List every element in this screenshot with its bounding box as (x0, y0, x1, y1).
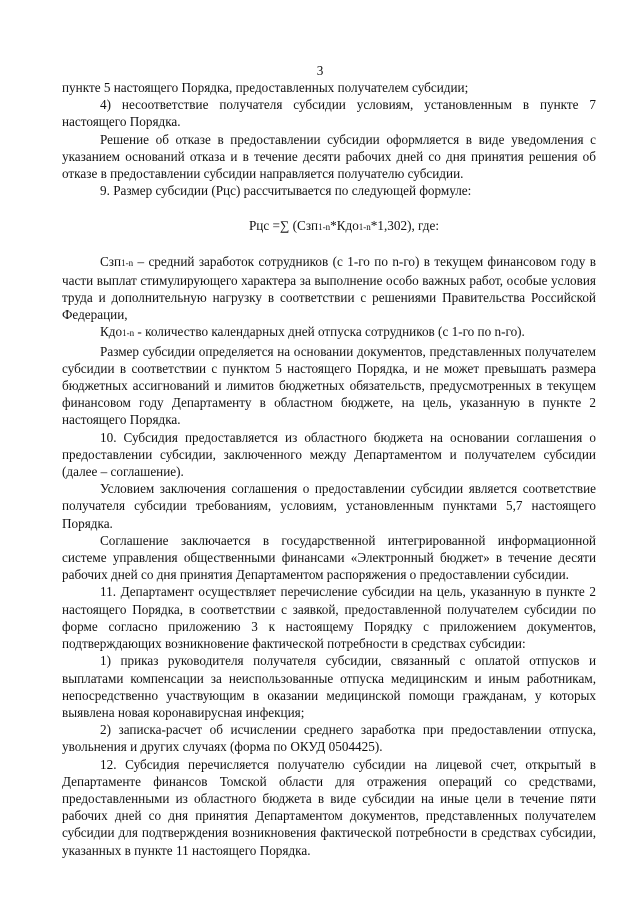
definition-kdo-term: Кдо (100, 324, 123, 340)
document-body (62, 79, 596, 859)
formula-lhs: Рцс =∑ (Сзп (248, 218, 319, 234)
definition-kdo-text: - количество календарных дней отпуска сотрудников (с 1-го по n-го). (134, 324, 525, 340)
paragraph-11: 11. Департамент осуществляет перечисление субсидии на цель, указанную в пункте 2 настоящего Порядка, в соответствии с заявкой, предоставленной получателем субсидии по форме согласно приложению 3 к настоящему Порядку с приложением документов, подтверждающих возникновение фактической потребности в средствах субсидии: (62, 584, 596, 652)
paragraph-refusal-decision: Решение об отказе в предоставлении субсидии оформляется в виде уведомления с указанием оснований отказа и в течение десяти рабочих дней со дня принятия решения об отказе в предоставлении субсидии направляется получателю субсидии. (62, 131, 596, 182)
formula-mid: *Кдо (330, 218, 359, 234)
definition-szp (62, 253, 596, 324)
formula-rhs: *1,302), где: (370, 218, 440, 234)
paragraph-11-item-1: 1) приказ руководителя получателя субсидии, связанный с оплатой отпусков и выплатами компенсации за неиспользованные отпуска медицинским и иным работникам, непосредственно участвующим в оказании медицинской помощи гражданам, у которых выявлена новая коронавирусная инфекция; (62, 653, 596, 720)
page-number: 3 (316, 63, 324, 78)
paragraph-agreement-condition: Условием заключения соглашения о предоставлении субсидии является соответствие получателя субсидии требованиям, условиям, установленным пунктами 5,7 настоящего Порядка. (62, 481, 596, 531)
paragraph-11-item-2: 2) записка-расчет об исчислении среднего заработка при предоставлении отпуска, увольнения и других случаях (форма по ОКУД 0504425). (62, 722, 596, 755)
definition-szp-term: Сзп (100, 253, 122, 269)
formula-sub-1: 1-n (318, 222, 331, 233)
subsidy-formula (62, 217, 596, 236)
formula-sub-2: 1-n (358, 222, 371, 233)
paragraph-10: 10. Субсидия предоставляется из областного бюджета на основании соглашения о предоставлении субсидии, заключенного между Департаментом и получателем субсидии (далее – соглашение). (62, 429, 596, 480)
paragraph-continuation: пункте 5 настоящего Порядка, предоставленных получателем субсидии; (62, 80, 469, 95)
paragraph-9: 9. Размер субсидии (Рцс) рассчитывается по следующей формуле: (100, 183, 472, 199)
paragraph-item-4: 4) несоответствие получателя субсидии условиям, установленным в пункте 7 настоящего Порядка. (62, 97, 596, 130)
paragraph-subsidy-size: Размер субсидии определяется на основании документов, представленных получателем субсидии в соответствии с пунктом 5 настоящего Порядка, и не может превышать размера бюджетных ассигнований и лимитов бюджетных обязательств, предусмотренных в текущем финансовом году Департаменту в областном бюджете, на цель, указанную в пункте 2 настоящего Порядка. (62, 343, 596, 428)
definition-kdo-sub: 1-n (122, 328, 135, 339)
paragraph-agreement-conclusion: Соглашение заключается в государственной интегрированной информационной системе управления общественными финансами «Электронный бюджет» в течение десяти рабочих дней со дня принятия Департаментом распоряжения о предоставлении субсидии. (62, 532, 596, 583)
definition-szp-sub: 1-n (121, 257, 134, 268)
definition-kdo (62, 323, 596, 342)
paragraph-12: 12. Субсидия перечисляется получателю субсидии на лицевой счет, открытый в Департаменте финансов Томской области для отражения операций со средствами, предоставленными из областного бюджета в виде субсидии на иные цели в течение пяти рабочих дней со дня принятия Департаментом документов, представленных получателем субсидии для подтверждения возникновения фактической потребности в средствах субсидии, указанных в пункте 11 настоящего Порядка. (62, 756, 596, 858)
definition-szp-text: – средний заработок сотрудников (с 1-го по n-го) в текущем финансовом году в части выплат стимулирующего характера за выполнение особо важных работ, особые условия труда и дополнительную нагрузку в соответствии с решениями Правительства Российской Федерации, (62, 253, 596, 323)
